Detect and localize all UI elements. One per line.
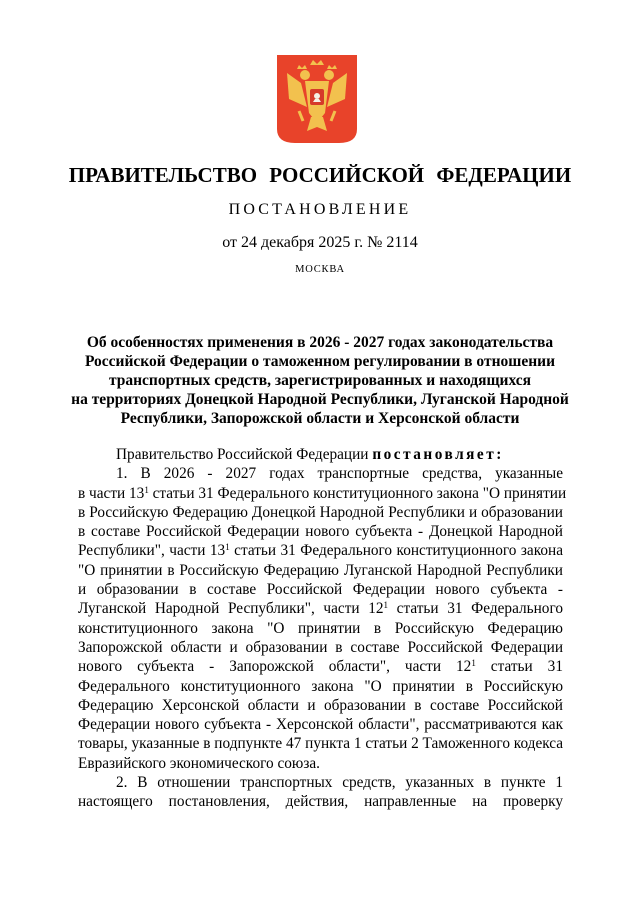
body-line: товары, указанные в подпункте 47 пункта 1 статьи 2 Таможенного кодекса [78, 735, 564, 753]
body-line: Федерацию Херсонской области и образовании в составе Российской [78, 696, 563, 714]
body-line: в составе Российской Федерации нового субъекта - Донецкой Народной [78, 523, 563, 541]
body-line: 1. В 2026 - 2027 годах транспортные средства, указанные [116, 465, 563, 483]
body-line: Федерального конституционного закона "О принятии в Российскую [78, 677, 563, 695]
body-line: конституционного закона "О принятии в Российскую Федерацию [78, 619, 563, 637]
body-line: Луганской Народной Республики", части $12^1$ статьи 31 Федерального [78, 600, 563, 618]
title-line: транспортных средств, зарегистрированных и находящихся [108, 372, 532, 389]
document-type: ПОСТАНОВЛЕНИЕ [228, 201, 412, 218]
body-line: в части $13^1$ статьи 31 Федерального конституционного закона "О принятии [78, 484, 567, 502]
body-line: Запорожской области и образовании в составе Российской Федерации [78, 638, 563, 656]
intro-verb: постановляет: [372, 446, 504, 463]
title-line: Об особенностях применения в 2026 - 2027 годах законодательства [86, 334, 554, 351]
body-line: Республики", части $13^1$ статьи 31 Федерального конституционного закона [78, 542, 563, 560]
body-line: "О принятии в Российскую Федерацию Луганской Народной Республики [78, 561, 563, 579]
superscript: 1 [144, 484, 149, 495]
superscript: 1 [225, 542, 230, 553]
document-title [0, 333, 640, 428]
title-line: Российской Федерации о таможенном регулировании в отношении [84, 353, 556, 370]
intro-line [78, 445, 563, 464]
body-line: нового субъекта - Запорожской области", части $12^1$ статьи 31 [78, 658, 563, 676]
body-line: 2. В отношении транспортных средств, указанных в пункте 1 [116, 774, 563, 792]
paragraph-2 [78, 773, 563, 812]
city-name: МОСКВА [295, 264, 345, 275]
decree-date-number: от 24 декабря 2025 г. № 2114 [222, 234, 418, 251]
superscript: 1 [383, 600, 389, 611]
body-line: и образовании в составе Российской Федерации нового субъекта - [78, 581, 563, 599]
superscript: 1 [471, 658, 476, 669]
body-line: в Российскую Федерацию Донецкой Народной Республики и образовании [78, 503, 563, 521]
title-line: на территориях Донецкой Народной Республики, Луганской Народной [71, 391, 569, 408]
document-body [78, 445, 567, 812]
body-line: Федерации нового субъекта - Херсонской области", рассматриваются как [78, 716, 563, 734]
paragraph-1 [78, 464, 567, 773]
body-line: Евразийского экономического союза. [78, 754, 321, 772]
title-line: Республики, Запорожской области и Херсонской области [120, 410, 520, 427]
government-name: ПРАВИТЕЛЬСТВО РОССИЙСКОЙ ФЕДЕРАЦИИ [68, 163, 572, 187]
body-line: настоящего постановления, действия, направленные на проверку [78, 793, 563, 811]
intro-text: Правительство Российской Федерации [116, 446, 369, 463]
coat-of-arms-emblem [277, 55, 357, 143]
